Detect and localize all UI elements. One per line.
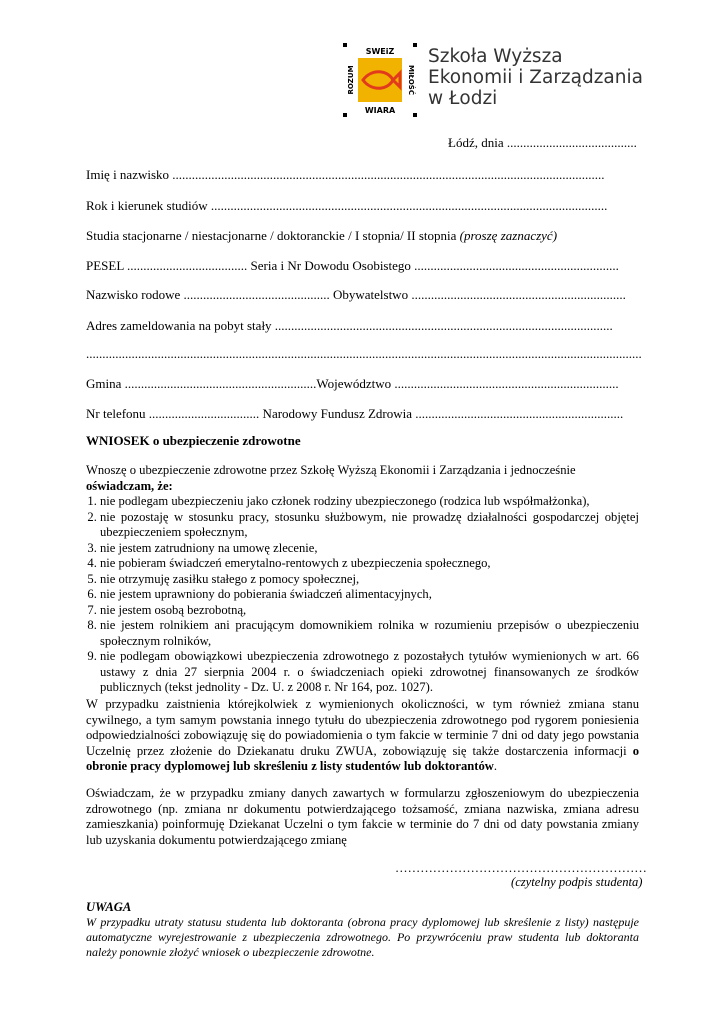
- list-item: 5. nie otrzymuję zasiłku stałego z pomocy społecznej,: [100, 572, 639, 588]
- date-line: Łódź, dnia ........................................: [448, 135, 637, 150]
- school-name-line-2: Ekonomii i Zarządzania: [428, 67, 643, 88]
- field-address: Adres zameldowania na pobyt stały ........................................................................................................: [86, 318, 613, 333]
- school-name-line-1: Szkoła Wyższa: [428, 46, 563, 67]
- para1-end: .: [493, 759, 497, 773]
- paragraph-obligation: [86, 697, 639, 775]
- logo-word-left: ROZUM: [347, 65, 355, 95]
- study-type-note: (proszę zaznaczyć): [459, 228, 558, 243]
- field-pesel-id: PESEL ..................................... Seria i Nr Dowodu Osobistego ...............................................................: [86, 258, 619, 273]
- declaration-section: [86, 463, 639, 696]
- signature-label: (czytelny podpis studenta): [511, 875, 643, 889]
- field-phone-nfz: Nr telefonu .................................. Narodowy Fundusz Zdrowia ................................................................: [86, 406, 624, 421]
- study-type-text: Studia stacjonarne / niestacjonarne / doktoranckie / I stopnia/ II stopnia: [86, 228, 457, 243]
- logo-word-right: MIŁOŚĆ: [407, 65, 415, 95]
- declaration-list: [86, 494, 639, 696]
- application-title: WNIOSEK o ubezpieczenie zdrowotne: [86, 433, 301, 448]
- note-text: W przypadku utraty statusu studenta lub doktoranta (obrona pracy dyplomowej lub skreślenie z listy) następuje automatyczne wyrejestrowanie z ubezpieczenia zdrowotnego. Po przywróceniu praw studenta lub doktoranta należy ponownie złożyć wniosek o ubezpieczenie zdrowotne.: [86, 915, 639, 959]
- para1-bold: o obronie pracy dyplomowej lub skreśleniu z listy studentów lub doktorantów: [86, 743, 639, 773]
- list-item: 2. nie pozostaję w stosunku pracy, stosunku służbowym, nie prowadzę działalności gospodarczej objętej ubezpieczeniem społecznym,: [100, 510, 639, 541]
- field-name: Imię i nazwisko .....................................................................................................................................: [86, 167, 605, 182]
- logo-word-bottom: WIARA: [364, 106, 396, 115]
- note-heading: UWAGA: [86, 900, 132, 914]
- declare-text: oświadczam, że:: [86, 478, 173, 493]
- school-logo: [343, 43, 417, 117]
- school-name: [428, 46, 643, 109]
- paragraph-statement: Oświadczam, że w przypadku zmiany danych zawartych w formularzu zgłoszeniowym do ubezpieczenia zdrowotnego (np. zmiana nr dokumentu potwierdzającego tożsamość, zmiana nazwiska, zmiana adresu zamieszkania) poinformuję Dziekanat Uczelni o tym fakcie w terminie do 7 dni od daty powstania zmiany lub uzyskania dokumentu potwierdzającego zmianę: [86, 786, 639, 847]
- list-item: 1. nie podlegam ubezpieczeniu jako członek rodziny ubezpieczonego (rodzica lub współmałżonka),: [100, 494, 639, 510]
- list-item: 9. nie podlegam obowiązkowi ubezpieczenia zdrowotnego z pozostałych tytułów wymienionych w art. 66 ustawy z dnia 27 sierpnia 2004 r. o świadczeniach opieki zdrowotnej finansowanych ze środków publicznych (tekst jednolity - Dz. U. z 2008 r. Nr 164, poz. 1027).: [100, 649, 639, 696]
- para1-text: W przypadku zaistnienia którejkolwiek z wymienionych okoliczności, w tym również zmiana stanu cywilnego, a tym samym powstania innego tytułu do ubezpieczenia zdrowotnego pod rygorem poniesienia odpowiedzialności zobowiązuję się do powiadomienia o tym fakcie w terminie 7 dni od daty jego powstania Uczelnię przez złożenie do Dziekanatu druku ZWUA, zobowiązuję się także dostarczenia informacji: [86, 697, 639, 758]
- field-maiden-name-citizenship: Nazwisko rodowe ............................................. Obywatelstwo ..................................................................: [86, 287, 626, 302]
- school-name-line-3: w Łodzi: [428, 88, 498, 109]
- list-item: 8. nie jestem rolnikiem ani pracującym domownikiem rolnika w rozumieniu przepisów o ubezpieczeniu społecznym rolników,: [100, 618, 639, 649]
- list-item: 3. nie jestem zatrudniony na umowę zlecenie,: [100, 541, 639, 557]
- list-item: 4. nie pobieram świadczeń emerytalno-rentowych z ubezpieczenia społecznego,: [100, 556, 639, 572]
- list-item: 6. nie jestem uprawniony do pobierania świadczeń alimentacyjnych,: [100, 587, 639, 603]
- list-item: 7. nie jestem osobą bezrobotną,: [100, 603, 639, 619]
- signature-line: ……………………………………………………: [395, 861, 647, 875]
- field-address-continued: ...........................................................................................................................................................................: [86, 346, 642, 361]
- field-commune-voivodeship: Gmina ...........................................................Województwo .....................................................................: [86, 376, 619, 391]
- logo-word-top: SWEiZ: [365, 47, 395, 56]
- field-year-course: Rok i kierunek studiów ..........................................................................................................................: [86, 198, 608, 213]
- intro-text: Wnoszę o ubezpieczenie zdrowotne przez Szkołę Wyższą Ekonomii i Zarządzania i jednocześnie: [86, 463, 576, 477]
- field-study-type: [86, 228, 557, 244]
